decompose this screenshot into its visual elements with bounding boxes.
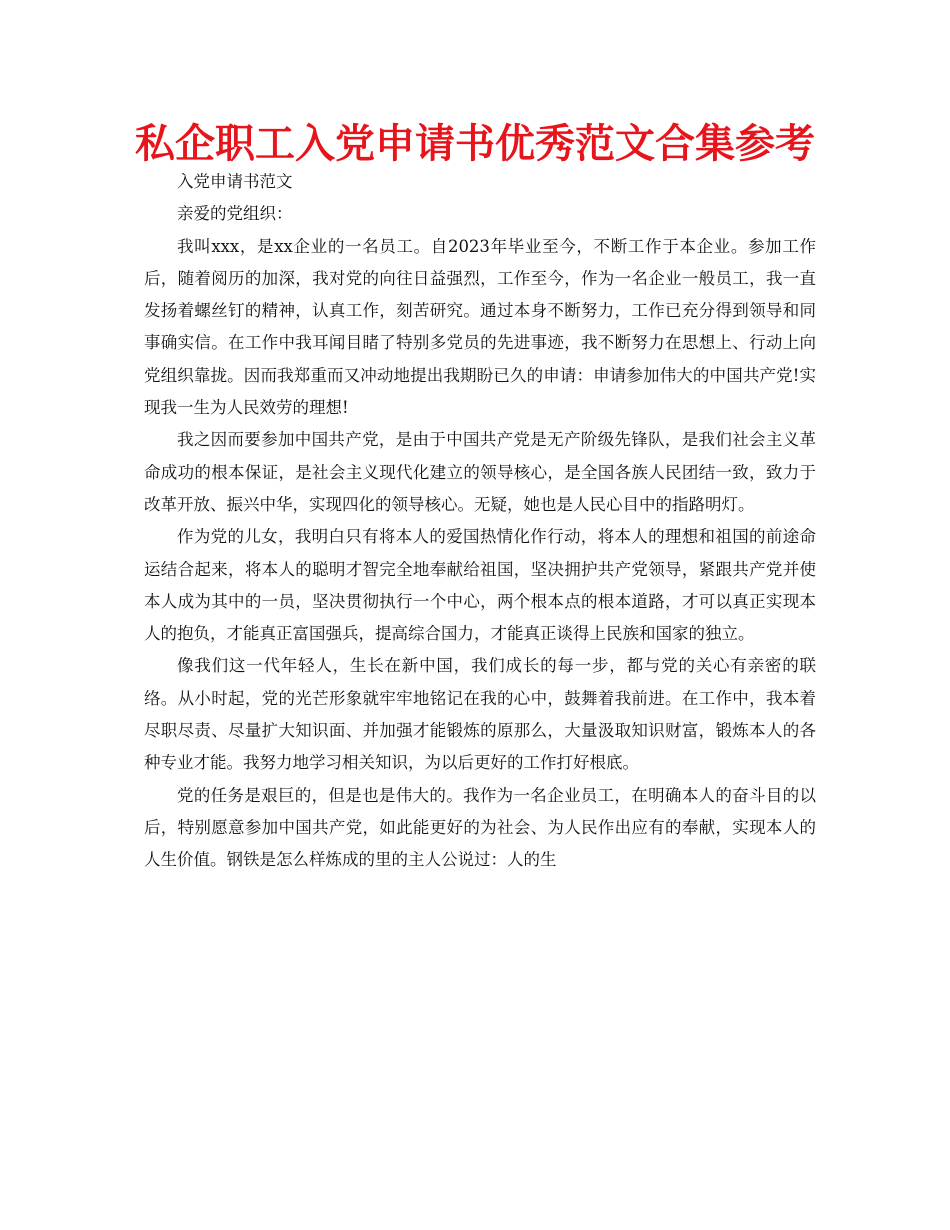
salutation: 亲爱的党组织：: [177, 204, 293, 224]
paragraph-4: 像我们这一代年轻人，生长在新中国，我们成长的每一步，都与党的关心有亲密的联络。从小时起，党的光芒形象就牢牢地铭记在我的心中，鼓舞着我前进。在工作中，我本着尽职尽责、尽量扩大知识面、并加强才能锻炼的原那么，大量汲取知识财富，锻炼本人的各种专业才能。我努力地学习相关知识，为以后更好的工作打好根底。: [144, 656, 816, 773]
paragraph-1: 我叫xxx，是xx企业的一名员工。自2023年毕业至今，不断工作于本企业。参加工作后，随着阅历的加深，我对党的向往日益强烈，工作至今，作为一名企业一般员工，我一直发扬着螺丝钉的精神，认真工作，刻苦研究。通过本身不断努力，工作已充分得到领导和同事确实信。在工作中我耳闻目睹了特别多党员的先进事迹，我不断努力在思想上、行动上向党组织靠拢。因而我郑重而又冲动地提出我期盼已久的申请：申请参加伟大的中国共产党!实现我一生为人民效劳的理想!: [144, 236, 816, 418]
document-title: 私企职工入党申请书优秀范文合集参考: [135, 120, 815, 167]
document-subtitle: 入党申请书范文: [177, 172, 293, 191]
document-body: [144, 166, 816, 877]
paragraph-2: 我之因而要参加中国共产党，是由于中国共产党是无产阶级先锋队，是我们社会主义革命成功的根本保证，是社会主义现代化建立的领导核心，是全国各族人民团结一致，致力于改革开放、振兴中华，实现四化的领导核心。无疑，她也是人民心目中的指路明灯。: [144, 430, 816, 514]
paragraph-5: 党的任务是艰巨的，但是也是伟大的。我作为一名企业员工，在明确本人的奋斗目的以后，特别愿意参加中国共产党，如此能更好的为社会、为人民作出应有的奉献，实现本人的人生价值。钢铁是怎么样炼成的里的主人公说过：人的生: [144, 785, 816, 870]
paragraph-3: 作为党的儿女，我明白只有将本人的爱国热情化作行动，将本人的理想和祖国的前途命运结合起来，将本人的聪明才智完全地奉献给祖国，坚决拥护共产党领导，紧跟共产党并使本人成为其中的一员，坚决贯彻执行一个中心，两个根本点的根本道路，才可以真正实现本人的抱负，才能真正富国强兵，提高综合国力，才能真正谈得上民族和国家的独立。: [144, 527, 816, 644]
